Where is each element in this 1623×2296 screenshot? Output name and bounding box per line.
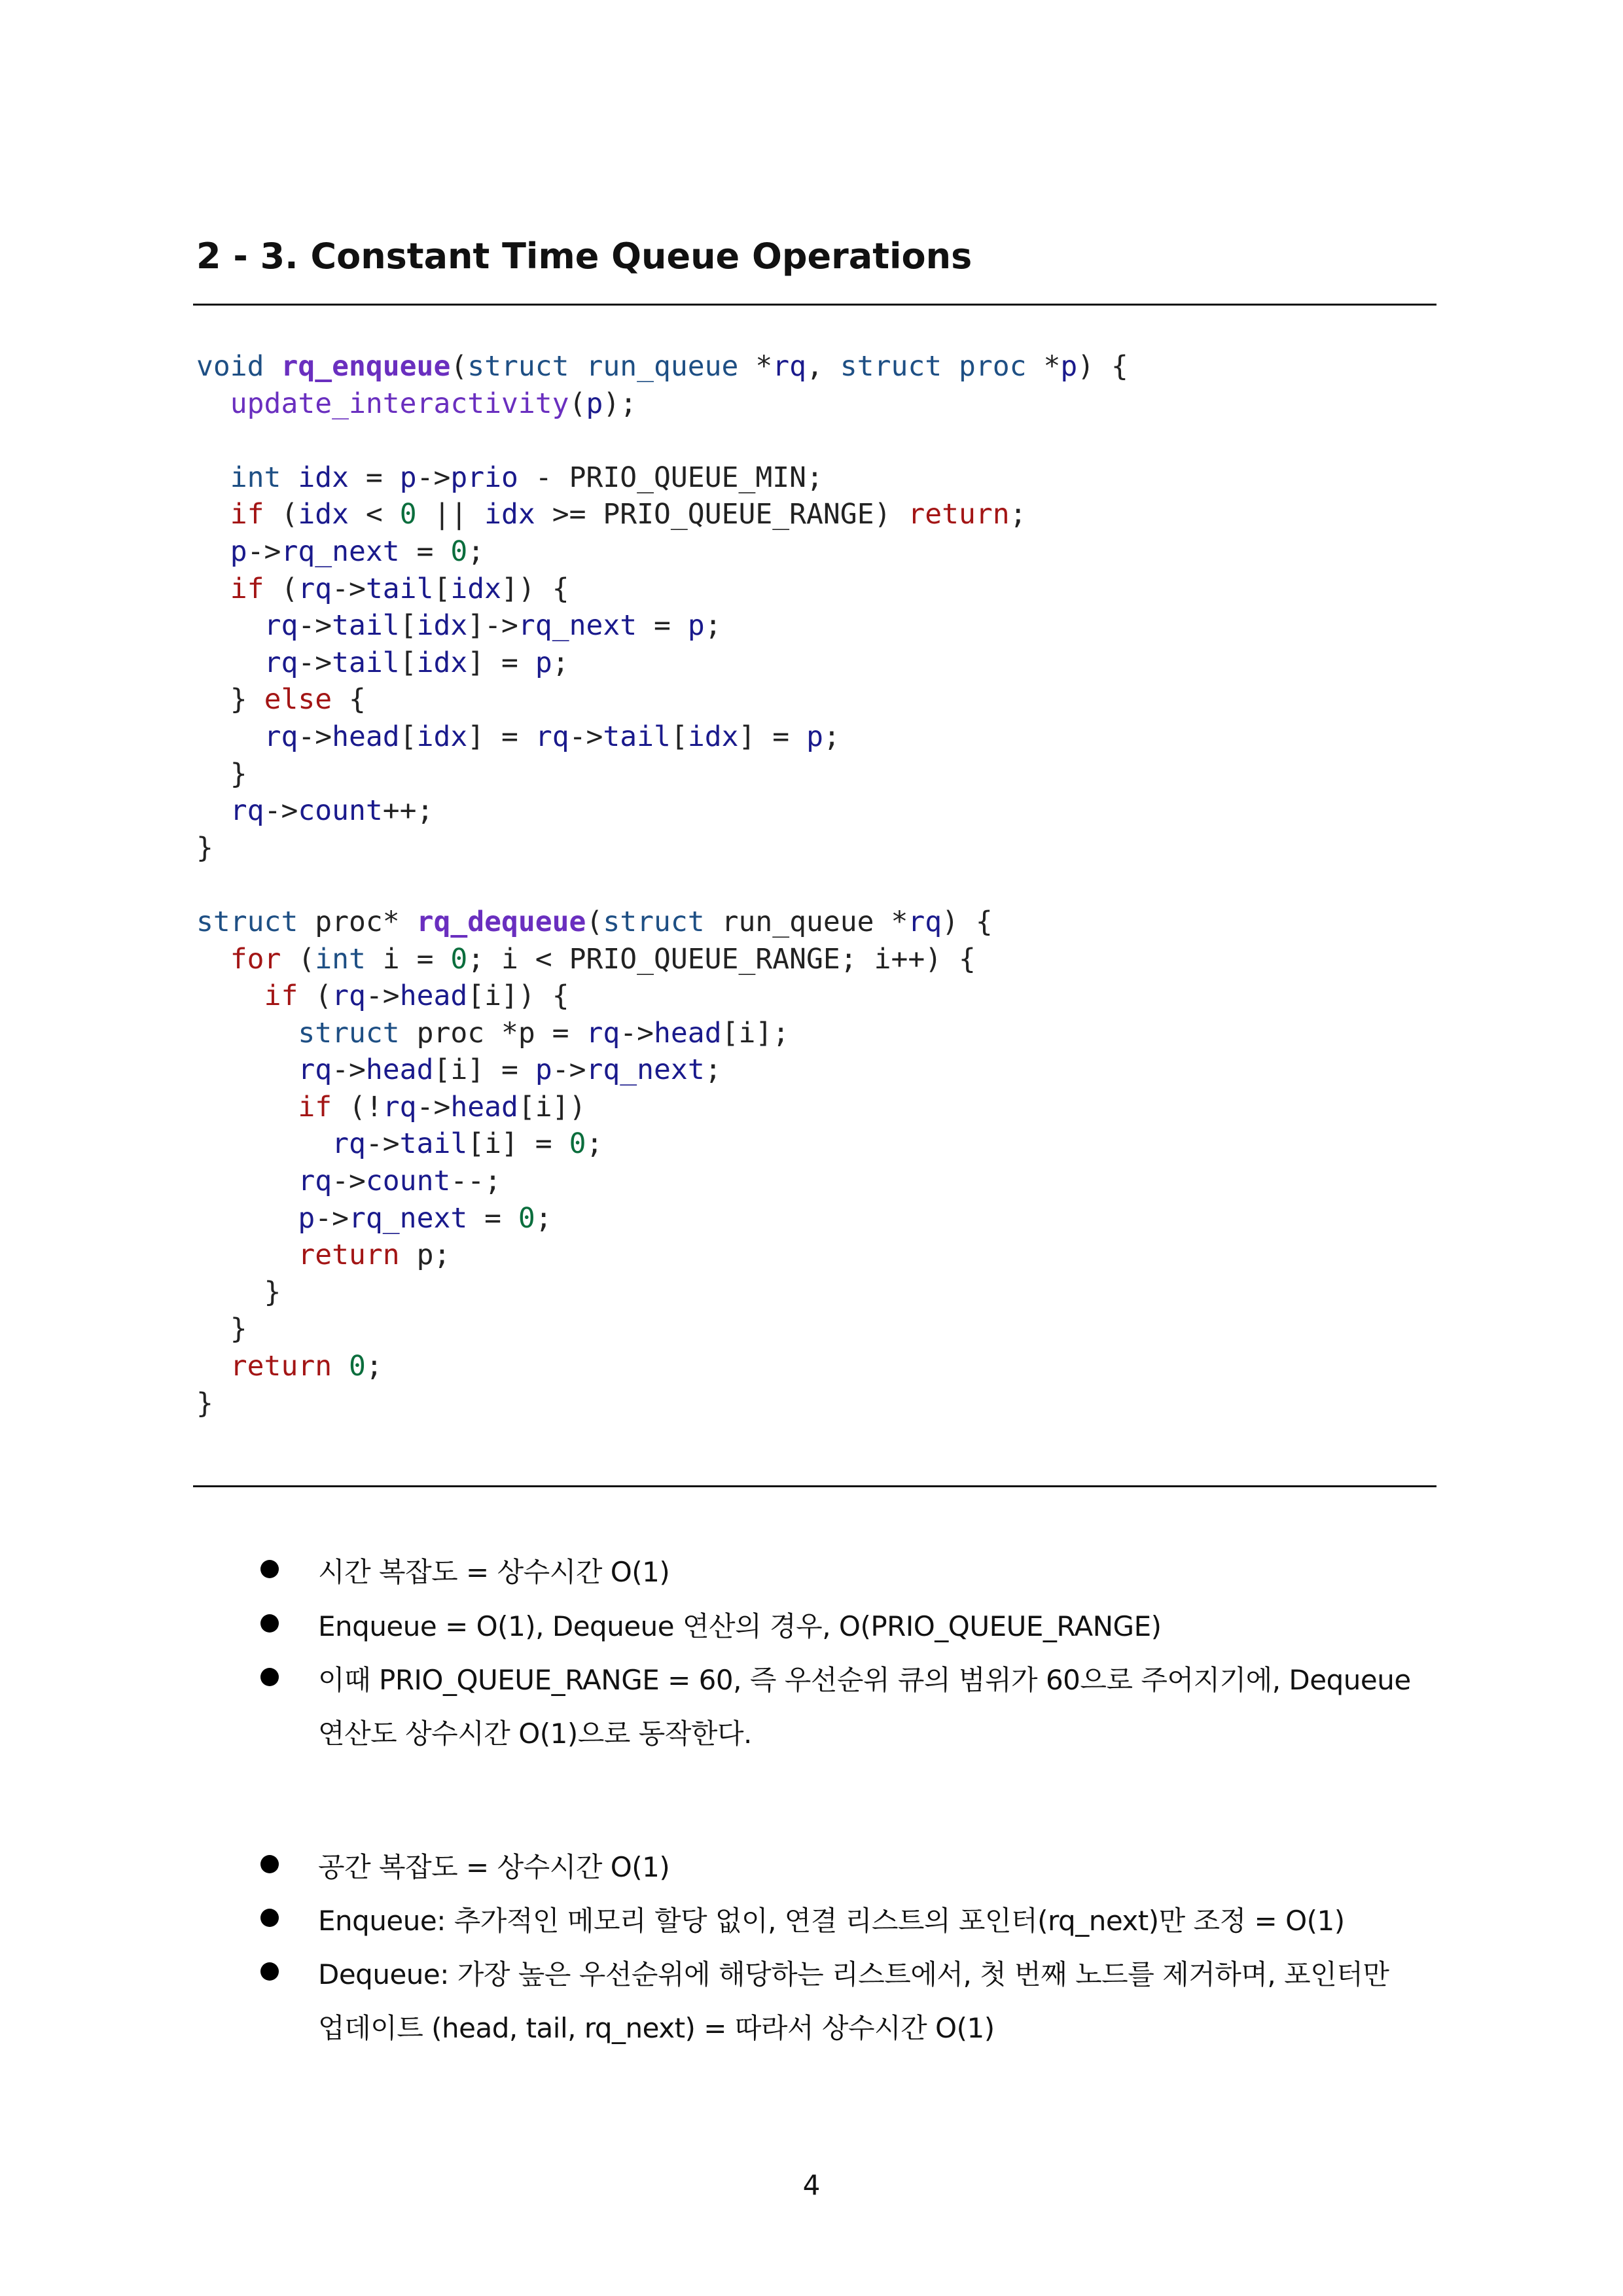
code-token: [ [399, 609, 417, 643]
code-token [196, 1202, 298, 1235]
code-token: return [230, 1350, 332, 1383]
code-line [196, 1200, 1128, 1237]
code-token: p [586, 387, 603, 420]
code-token [196, 943, 230, 976]
code-line [196, 1163, 1128, 1200]
code-block [196, 348, 1128, 1422]
code-token: rq [908, 905, 942, 938]
code-token [196, 498, 230, 531]
code-token: p [399, 461, 417, 494]
code-token: -> [298, 646, 332, 679]
code-line [196, 1274, 1128, 1311]
code-token: p [298, 1201, 315, 1235]
code-token: p [687, 609, 705, 643]
code-token [196, 720, 264, 753]
code-token: -> [365, 980, 400, 1013]
code-token: rq [535, 720, 569, 753]
code-token: rq [298, 1053, 332, 1087]
code-line [196, 792, 1128, 830]
code-token: 0 [518, 1201, 535, 1235]
code-token [196, 794, 230, 827]
code-token: count [365, 1165, 451, 1198]
list-item: Dequeue: 가장 높은 우선순위에 해당하는 리스트에서, 첫 번째 노드를 제거하며, 포인터만 [318, 1958, 1389, 1990]
code-token: proc* [298, 905, 417, 938]
code-token: rq [264, 646, 298, 679]
code-token: tail [332, 646, 400, 679]
code-token: 0 [450, 942, 468, 976]
code-token: } [196, 757, 247, 790]
code-token: >= PRIO_QUEUE_RANGE) [535, 498, 908, 531]
code-token: ] = [738, 720, 807, 753]
code-token: rq_next [281, 535, 400, 568]
code-token: run_queue * [704, 905, 908, 938]
code-token: tail [399, 1127, 468, 1161]
code-token: idx [298, 498, 349, 531]
code-token: p; [399, 1239, 451, 1272]
code-token: [ [399, 646, 417, 679]
code-token: < [349, 498, 400, 531]
code-token: ]) { [501, 572, 569, 605]
code-token: [ [399, 720, 417, 753]
code-token [281, 461, 298, 494]
code-token: (! [332, 1090, 383, 1123]
code-line [196, 1089, 1128, 1126]
code-token: p [806, 720, 823, 753]
code-line [196, 866, 1128, 904]
code-token: ( [264, 572, 298, 605]
code-token: void [196, 350, 264, 383]
bullet-dot [260, 1560, 270, 1569]
code-token: rq_next [518, 609, 637, 643]
code-token: } [196, 1313, 247, 1346]
code-token: rq [772, 350, 807, 383]
code-line [196, 571, 1128, 608]
list-item: 시간 복잡도 = 상수시간 O(1) [318, 1556, 670, 1588]
code-token: idx [298, 461, 349, 494]
code-token: prio [450, 461, 518, 494]
code-line [196, 1237, 1128, 1274]
code-token: ( [569, 387, 586, 420]
code-token: [i] = [433, 1053, 535, 1087]
code-line [196, 1051, 1128, 1089]
code-line [196, 533, 1128, 571]
code-token: [i]) { [467, 980, 569, 1013]
code-token [196, 1239, 298, 1271]
code-token: [i]; [721, 1016, 790, 1050]
code-token [196, 461, 230, 494]
code-token: ; [552, 646, 569, 679]
code-token [264, 350, 281, 383]
code-token: rq [332, 1127, 366, 1161]
code-token: } [196, 831, 213, 864]
code-token: * [1026, 350, 1061, 383]
code-token: -> [247, 535, 281, 568]
code-token: ; [467, 535, 485, 568]
code-token: idx [484, 498, 535, 531]
code-token: idx [416, 720, 468, 753]
code-token: return [298, 1239, 400, 1272]
code-token: * [738, 350, 773, 383]
code-token: = [399, 535, 451, 568]
code-token: [ [670, 720, 688, 753]
code-line [196, 978, 1128, 1015]
code-token: -> [416, 461, 451, 494]
code-token: rq [382, 1090, 417, 1123]
code-token: 0 [450, 535, 468, 568]
code-token [196, 1127, 332, 1160]
code-token: [ [433, 572, 451, 605]
code-token: tail [332, 609, 400, 643]
code-token: rq [586, 1016, 620, 1050]
code-token: ) { [942, 905, 993, 938]
code-token: rq_dequeue [416, 905, 586, 938]
code-token [196, 387, 230, 420]
code-line [196, 645, 1128, 682]
code-line [196, 1385, 1128, 1422]
list-item-continuation: 연산도 상수시간 O(1)으로 동작한다. [318, 1718, 752, 1750]
code-token: rq_next [586, 1053, 705, 1087]
code-token: --; [450, 1165, 502, 1198]
code-line [196, 718, 1128, 756]
code-token: || [416, 498, 485, 531]
list-item: Enqueue: 추가적인 메모리 할당 없이, 연결 리스트의 포인터(rq_next)만 조정 = O(1) [318, 1905, 1345, 1937]
code-token: rq_next [349, 1201, 468, 1235]
code-token: ; [823, 720, 840, 753]
code-token: -> [569, 720, 603, 753]
code-token: -> [298, 720, 332, 753]
code-token: -> [315, 1201, 349, 1235]
bullet-dot [260, 1614, 270, 1623]
code-token: rq [264, 720, 298, 753]
code-token: idx [416, 646, 468, 679]
code-token: idx [416, 609, 468, 643]
code-token: p [230, 535, 247, 568]
code-token: int [230, 461, 281, 494]
list-item-continuation: 업데이트 (head, tail, rq_next) = 따라서 상수시간 O(1) [318, 2012, 995, 2044]
code-token: head [399, 980, 468, 1013]
code-token: ; [535, 1201, 552, 1235]
code-token [196, 573, 230, 605]
list-item: 이때 PRIO_QUEUE_RANGE = 60, 즉 우선순위 큐의 범위가 60으로 주어지기에, Dequeue [318, 1664, 1411, 1696]
code-token: head [332, 720, 400, 753]
code-token: p [1060, 350, 1078, 383]
code-token: } [196, 1275, 281, 1309]
code-token: rq [298, 572, 332, 605]
bullet-dot [260, 1668, 270, 1677]
code-token [196, 646, 264, 679]
code-token: struct proc [840, 350, 1027, 383]
code-token: rq_enqueue [281, 350, 451, 383]
code-token: int [315, 942, 366, 976]
code-token: } [196, 1386, 213, 1420]
code-token [196, 535, 230, 568]
code-line [196, 941, 1128, 978]
code-token: ( [281, 942, 315, 976]
list-item: Enqueue = O(1), Dequeue 연산의 경우, O(PRIO_QUEUE_RANGE) [318, 1610, 1162, 1642]
code-token: if [298, 1090, 332, 1123]
code-token: -> [552, 1053, 586, 1087]
code-token: struct [298, 1016, 400, 1050]
code-line [196, 607, 1128, 645]
code-token: else [264, 683, 332, 716]
code-token: -> [264, 794, 298, 828]
code-token: -> [620, 1016, 654, 1050]
code-token: [i] = [467, 1127, 569, 1161]
code-token: rq [298, 1165, 332, 1198]
code-token: = [349, 461, 400, 494]
code-token: ; i < PRIO_QUEUE_RANGE; i++) { [467, 942, 976, 976]
section-heading: 2 - 3. Constant Time Queue Operations [196, 236, 972, 277]
code-token: -> [332, 572, 366, 605]
code-line [196, 756, 1128, 793]
code-token: idx [450, 572, 502, 605]
code-token: rq [332, 980, 366, 1013]
code-token: } [196, 683, 264, 716]
code-token [196, 1017, 298, 1050]
code-line [196, 1015, 1128, 1052]
code-token [196, 1091, 298, 1123]
code-token: ++; [382, 794, 434, 828]
code-token: ); [603, 387, 637, 420]
code-token: rq [230, 794, 264, 828]
code-token: tail [365, 572, 434, 605]
code-token: - PRIO_QUEUE_MIN; [518, 461, 823, 494]
bullet-dot [260, 1962, 270, 1971]
code-line [196, 459, 1128, 497]
code-token [196, 1165, 298, 1197]
code-token: ]-> [467, 609, 518, 643]
code-token: p [535, 646, 552, 679]
code-token: p [535, 1053, 552, 1087]
code-token: ( [450, 350, 468, 383]
list-item: 공간 복잡도 = 상수시간 O(1) [318, 1851, 670, 1883]
code-token: [i]) [518, 1090, 586, 1123]
code-token: -> [332, 1165, 366, 1198]
code-line [196, 681, 1128, 718]
code-token: ; [365, 1350, 383, 1383]
code-line [196, 830, 1128, 867]
code-token: ( [264, 498, 298, 531]
bullet-dot [260, 1909, 270, 1918]
code-token: 0 [349, 1350, 366, 1383]
code-line [196, 422, 1128, 459]
code-token [332, 1350, 349, 1383]
code-token: ] = [467, 646, 535, 679]
code-token: for [230, 942, 281, 976]
code-token: return [908, 498, 1010, 531]
code-token: 0 [399, 498, 417, 531]
code-token: if [230, 572, 264, 605]
bottom-divider [193, 1485, 1436, 1487]
code-token: -> [298, 609, 332, 643]
top-divider [193, 304, 1436, 306]
code-token [196, 1350, 230, 1383]
code-token: -> [365, 1127, 400, 1161]
code-line [196, 496, 1128, 533]
code-token [196, 1053, 298, 1086]
code-token: if [264, 980, 298, 1013]
code-token: rq [264, 609, 298, 643]
code-token [196, 609, 264, 642]
code-token: ; [1009, 498, 1027, 531]
bullet-dot [260, 1855, 270, 1864]
code-token: ] = [467, 720, 535, 753]
code-token: 0 [569, 1127, 586, 1161]
code-token: i = [365, 942, 451, 976]
code-token: = [467, 1201, 518, 1235]
code-token: update_interactivity [230, 387, 569, 420]
code-token: idx [687, 720, 739, 753]
code-token [196, 980, 264, 1012]
code-token: -> [416, 1090, 451, 1123]
code-token: ( [298, 980, 332, 1013]
code-token: ) { [1077, 350, 1128, 383]
code-token: { [332, 683, 366, 716]
code-line [196, 348, 1128, 385]
page-number: 4 [802, 2169, 821, 2201]
code-line [196, 904, 1128, 941]
code-token: , [806, 350, 840, 383]
code-line [196, 1125, 1128, 1163]
code-line [196, 1348, 1128, 1385]
code-token: struct [603, 905, 705, 938]
code-token: -> [332, 1053, 366, 1087]
code-token: struct [196, 905, 298, 938]
code-token: head [365, 1053, 434, 1087]
code-token: head [450, 1090, 518, 1123]
code-token: ( [586, 905, 603, 938]
code-token: ; [586, 1127, 603, 1161]
code-token: tail [603, 720, 671, 753]
code-token: ; [704, 1053, 722, 1087]
code-token: struct run_queue [467, 350, 739, 383]
code-token: ; [704, 609, 722, 643]
code-token: = [637, 609, 688, 643]
code-token: if [230, 498, 264, 531]
code-token: head [654, 1016, 722, 1050]
code-token: count [298, 794, 383, 828]
code-line [196, 1311, 1128, 1348]
code-token: proc *p = [399, 1016, 586, 1050]
code-line [196, 385, 1128, 423]
